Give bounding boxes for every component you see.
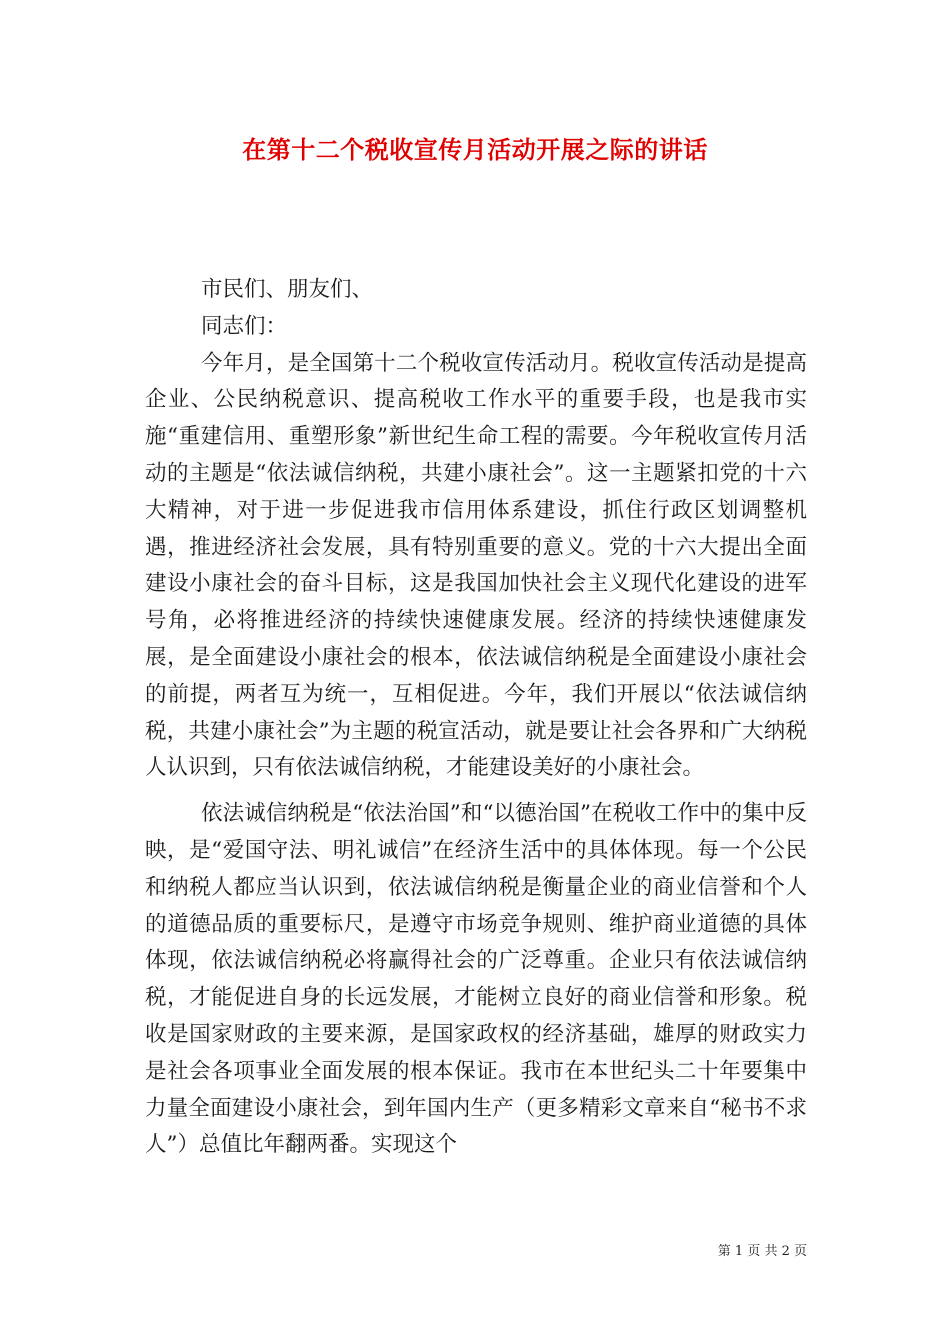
- paragraph-2: 依法诚信纳税是“依法治国”和“以德治国”在税收工作中的集中反映，是“爱国守法、明礼诚信”在经济生活中的具体体现。每一个公民和纳税人都应当认识到，依法诚信纳税是衡量企业的商业信誉和个人的道德品质的重要标尺，是遵守市场竞争规则、维护商业道德的具体体现，依法诚信纳税必将赢得社会的广泛尊重。企业只有依法诚信纳税，才能促进自身的长远发展，才能树立良好的商业信誉和形象。税收是国家财政的主要来源，是国家政权的经济基础，雄厚的财政实力是社会各项事业全面发展的根本保证。我市在本世纪头二十年要集中力量全面建设小康社会，到年国内生产（更多精彩文章来自“秘书不求人”）总值比年翻两番。实现这个: [145, 801, 807, 1158]
- salutation-line-2: 同志们：: [201, 313, 288, 339]
- document-title: 在第十二个税收宣传月活动开展之际的讲话: [242, 135, 708, 164]
- salutation-line-1: 市民们、朋友们、: [201, 277, 374, 302]
- page-number-footer: 第 1 页 共 2 页: [717, 1244, 807, 1259]
- document-body: [145, 272, 807, 1164]
- paragraph-1: 今年月，是全国第十二个税收宣传活动月。税收宣传活动是提高企业、公民纳税意识、提高税收工作水平的重要手段，也是我市实施“重建信用、重塑形象”新世纪生命工程的需要。今年税收宣传月活动的主题是“依法诚信纳税，共建小康社会”。这一主题紧扣党的十六大精神，对于进一步促进我市信用体系建设，抓住行政区划调整机遇，推进经济社会发展，具有特别重要的意义。党的十六大提出全面建设小康社会的奋斗目标，这是我国加快社会主义现代化建设的进军号角，必将推进经济的持续快速健康发展。经济的持续快速健康发展，是全面建设小康社会的根本，依法诚信纳税是全面建设小康社会的前提，两者互为统一，互相促进。今年，我们开展以“依法诚信纳税，共建小康社会”为主题的税宣活动，就是要让社会各界和广大纳税人认识到，只有依法诚信纳税，才能建设美好的小康社会。: [145, 350, 807, 781]
